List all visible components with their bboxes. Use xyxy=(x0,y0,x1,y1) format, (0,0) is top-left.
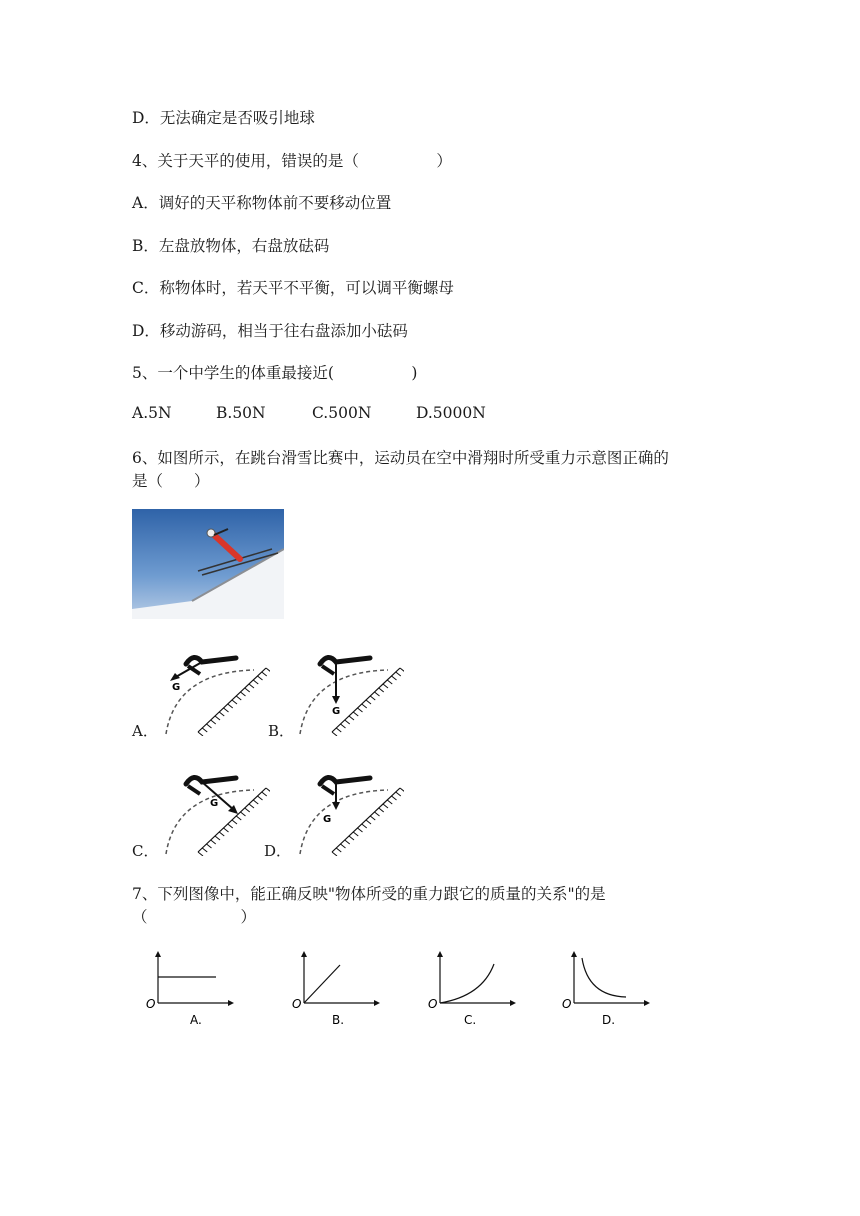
diagram-b xyxy=(290,644,404,736)
q5-options xyxy=(132,404,486,422)
graph-c-origin: O xyxy=(428,997,438,1011)
q6-stem-line1: 6、如图所示，在跳台滑雪比赛中，运动员在空中滑翔时所受重力示意图正确的 xyxy=(132,449,669,467)
graph-d-curve xyxy=(582,958,626,997)
q6-option-a-label: A． xyxy=(132,722,158,740)
q4-option-a: A．调好的天平称物体前不要移动位置 xyxy=(132,194,392,212)
force-label-c: G xyxy=(210,798,219,809)
q3-option-d: D．无法确定是否吸引地球 xyxy=(132,109,315,127)
graph-c xyxy=(424,948,520,1030)
q4-stem: 4、关于天平的使用，错误的是（ ） xyxy=(132,152,452,170)
q6-stem-line2: 是（ ） xyxy=(132,472,210,490)
q7-stem-line1: 7、下列图像中，能正确反映"物体所受的重力跟它的质量的关系"的是 xyxy=(132,885,606,903)
diagram-a xyxy=(158,644,270,736)
q7-stem-line2: （ ） xyxy=(132,908,257,926)
q6-option-c-label: C． xyxy=(132,842,159,860)
q5-stem: 5、一个中学生的体重最接近( ) xyxy=(132,364,418,382)
force-label-b: G xyxy=(332,706,341,717)
graph-c-label: C. xyxy=(464,1013,477,1027)
graph-b-curve xyxy=(304,965,340,1003)
graph-a xyxy=(142,948,238,1030)
diagram-c xyxy=(158,764,270,856)
graph-a-label: A. xyxy=(190,1013,202,1027)
graph-d-label: D. xyxy=(602,1013,616,1027)
graph-b-origin: O xyxy=(292,997,302,1011)
graph-c-curve xyxy=(440,964,494,1003)
q5-option-c: C.500N xyxy=(312,404,372,422)
graph-d xyxy=(558,948,654,1030)
force-label-a: G xyxy=(172,682,181,693)
graph-b-label: B. xyxy=(332,1013,345,1027)
graph-a-origin: O xyxy=(146,997,156,1011)
q6-option-d-label: D． xyxy=(264,842,292,860)
ski-jump-photo xyxy=(132,509,284,619)
q5-option-d: D.5000N xyxy=(416,404,486,422)
force-label-d: G xyxy=(323,814,332,825)
q5-option-a: A.5N xyxy=(132,404,172,422)
q6-option-b-label: B． xyxy=(268,722,295,740)
diagram-d xyxy=(290,764,404,856)
q4-option-c: C．称物体时，若天平不平衡，可以调平衡螺母 xyxy=(132,279,454,297)
graph-d-origin: O xyxy=(562,997,572,1011)
q5-option-b: B.50N xyxy=(216,404,266,422)
q4-option-d: D．移动游码，相当于往右盘添加小砝码 xyxy=(132,322,408,340)
graph-b xyxy=(288,948,384,1030)
q4-option-b: B．左盘放物体，右盘放砝码 xyxy=(132,237,330,255)
